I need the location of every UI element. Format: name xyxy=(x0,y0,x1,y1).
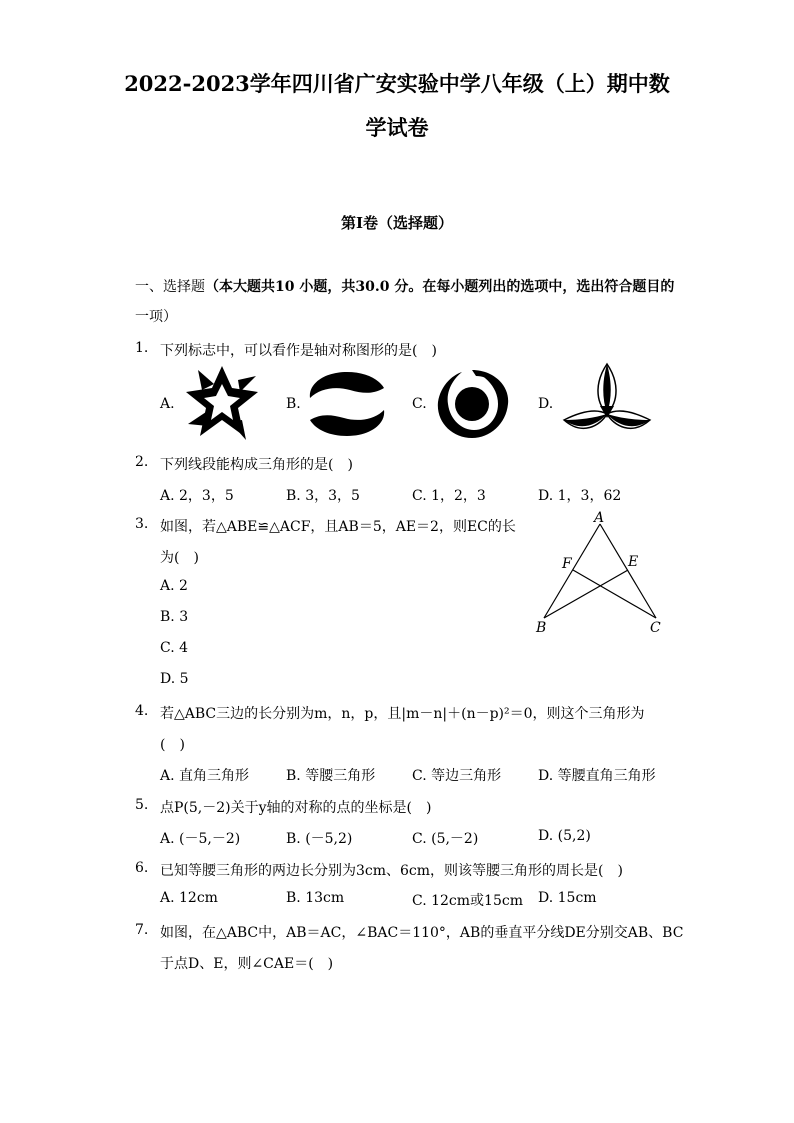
question-4-text: 若△ABC三边的长分别为m，n，p，且|m－n|＋(n－p)²＝0，则这个三角形为 xyxy=(160,706,645,722)
q4-option-b: B. 等腰三角形 xyxy=(286,768,376,784)
question-5-number: 5. xyxy=(135,797,149,813)
q2-option-c: C. 1，2，3 xyxy=(412,488,486,504)
q5-option-c: C. (5,－2) xyxy=(412,831,479,847)
section-heading-prefix: 一、选择题 xyxy=(135,279,205,295)
q2-option-b: B. 3，3，5 xyxy=(286,488,360,504)
q5-option-d: D. (5,2) xyxy=(538,828,591,844)
section-heading xyxy=(135,276,674,296)
q5-option-a: A. (－5,－2) xyxy=(160,831,241,847)
question-7-text: 如图，在△ABC中，AB＝AC，∠BAC＝110°，AB的垂直平分线DE分别交AB、BC xyxy=(160,925,684,941)
question-2-number: 2. xyxy=(135,454,149,470)
q6-option-b: B. 13cm xyxy=(286,890,345,906)
q4-option-d: D. 等腰直角三角形 xyxy=(538,768,656,784)
label-b: B xyxy=(536,620,547,636)
segment-ac xyxy=(600,524,656,618)
question-3-text: 如图，若△ABE≌△ACF，且AB＝5，AE＝2，则EC的长 xyxy=(160,519,516,535)
part-title: 第Ⅰ卷（选择题） xyxy=(340,214,454,232)
question-6-number: 6. xyxy=(135,860,149,876)
paper-title-line2: 学试卷 xyxy=(365,115,429,140)
label-a: A xyxy=(594,510,605,526)
section-heading-bold: （本大题共10 小题，共30.0 分。在每小题列出的选项中，选出符合题目的 xyxy=(205,279,675,295)
q1-option-a-label: A. xyxy=(160,396,175,412)
question-2-text: 下列线段能构成三角形的是( ) xyxy=(160,457,353,473)
question-3-number: 3. xyxy=(135,516,149,532)
label-e: E xyxy=(628,554,639,570)
q4-option-a: A. 直角三角形 xyxy=(160,768,250,784)
q6-option-d: D. 15cm xyxy=(538,890,597,906)
q3-option-b: B. 3 xyxy=(160,609,189,625)
q2-option-d: D. 1，3，62 xyxy=(538,488,622,504)
q1-logo-b-image xyxy=(306,368,388,440)
q3-option-d: D. 5 xyxy=(160,671,189,687)
q1-logo-d-image xyxy=(560,360,654,446)
question-4-number: 4. xyxy=(135,703,149,719)
question-6-text: 已知等腰三角形的两边长分别为3cm、6cm，则该等腰三角形的周长是( ) xyxy=(160,863,623,879)
question-1-number: 1. xyxy=(135,340,149,356)
q3-option-a: A. 2 xyxy=(160,578,188,594)
question-5-text: 点P(5,－2)关于y轴的对称的点的坐标是( ) xyxy=(160,800,432,816)
q2-option-a: A. 2，3，5 xyxy=(160,488,234,504)
q1-logo-a-image xyxy=(180,362,264,444)
question-1-text: 下列标志中，可以看作是轴对称图形的是( ) xyxy=(160,343,437,359)
label-f: F xyxy=(562,556,572,572)
paper-title-line1: 2022-2023学年四川省广安实验中学八年级（上）期中数 xyxy=(124,71,670,96)
section-heading-line2: 一项） xyxy=(135,309,177,325)
q6-option-c: C. 12cm或15cm xyxy=(412,893,523,909)
question-3-text-line2: 为( ) xyxy=(160,550,199,566)
q1-option-c-label: C. xyxy=(412,396,427,412)
q6-option-a: A. 12cm xyxy=(160,890,218,906)
q1-option-b-label: B. xyxy=(286,396,301,412)
q3-triangle-figure xyxy=(530,508,670,638)
q4-option-c: C. 等边三角形 xyxy=(412,768,502,784)
label-c: C xyxy=(650,620,661,636)
q1-option-d-label: D. xyxy=(538,396,554,412)
question-7-text-line2: 于点D、E，则∠CAE＝( ) xyxy=(160,956,334,972)
question-4-text-line2: ( ) xyxy=(160,737,185,753)
q1-logo-c-image xyxy=(432,366,514,442)
q5-option-b: B. (－5,2) xyxy=(286,831,353,847)
question-7-number: 7. xyxy=(135,922,149,938)
q3-option-c: C. 4 xyxy=(160,640,189,656)
segment-ab xyxy=(544,524,600,618)
